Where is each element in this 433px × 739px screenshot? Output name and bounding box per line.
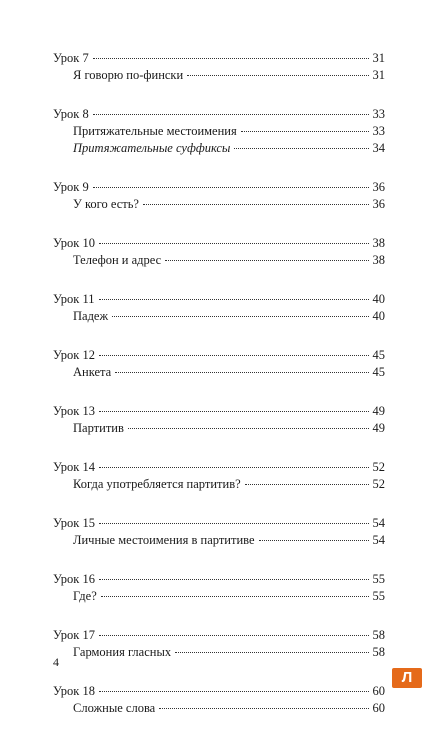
lesson-title: Урок 14 (53, 460, 95, 474)
lesson-block (53, 571, 385, 605)
toc-lesson-entry (53, 403, 385, 420)
dot-leader (99, 355, 369, 356)
dot-leader (99, 299, 369, 300)
dot-leader (99, 411, 369, 412)
toc-subentry (53, 588, 385, 605)
lesson-block (53, 403, 385, 437)
subentry-title: Притяжательные местоимения (73, 124, 237, 138)
lesson-block (53, 291, 385, 325)
dot-leader (165, 260, 368, 261)
dot-leader (259, 540, 369, 541)
lesson-block (53, 347, 385, 381)
page-ref: 38 (372, 236, 385, 250)
subentry-title: Партитив (73, 421, 124, 435)
toc-lesson-entry (53, 179, 385, 196)
subentry-title: Где? (73, 589, 97, 603)
toc-lesson-entry (53, 683, 385, 700)
subentry-title: Гармония гласных (73, 645, 172, 659)
lesson-title: Урок 7 (53, 51, 89, 65)
lesson-title: Урок 10 (53, 236, 95, 250)
toc-subentry (53, 364, 385, 381)
subentry-title: Анкета (73, 365, 112, 379)
subentry-title: Я говорю по-фински (73, 68, 184, 82)
toc-subentry (53, 476, 385, 493)
lesson-title: Урок 12 (53, 348, 95, 362)
lesson-title: Урок 8 (53, 107, 89, 121)
dot-leader (101, 596, 369, 597)
subentry-title: Личные местоимения в партитиве (73, 533, 255, 547)
dot-leader (159, 708, 368, 709)
dot-leader (187, 75, 368, 76)
toc-lesson-entry (53, 50, 385, 67)
toc-lesson-entry (53, 515, 385, 532)
page-ref: 58 (372, 628, 385, 642)
page-ref: 36 (372, 180, 385, 194)
toc-subentry (53, 67, 385, 84)
page-number: 4 (53, 655, 59, 669)
dot-leader (241, 131, 369, 132)
lesson-block (53, 50, 385, 84)
dot-leader (112, 316, 368, 317)
lesson-title: Урок 16 (53, 572, 95, 586)
dot-leader (99, 635, 369, 636)
page-ref: 54 (372, 533, 385, 547)
lesson-block (53, 235, 385, 269)
toc-subentry (53, 700, 385, 717)
lesson-title: Урок 15 (53, 516, 95, 530)
subentry-title: Телефон и адрес (73, 253, 162, 267)
dot-leader (93, 114, 369, 115)
page-ref: 52 (372, 460, 385, 474)
subentry-title: Сложные слова (73, 701, 156, 715)
toc-lesson-entry (53, 571, 385, 588)
toc-subentry (53, 123, 385, 140)
lesson-title: Урок 13 (53, 404, 95, 418)
page-ref: 45 (372, 365, 385, 379)
toc-subentry (53, 140, 385, 157)
lesson-block (53, 459, 385, 493)
lesson-title: Урок 9 (53, 180, 89, 194)
dot-leader (245, 484, 369, 485)
subentry-title: Притяжательные суффиксы (73, 141, 231, 155)
page-ref: 55 (372, 572, 385, 586)
toc-subentry (53, 532, 385, 549)
page-ref: 49 (372, 421, 385, 435)
dot-leader (99, 243, 369, 244)
page-ref: 40 (372, 309, 385, 323)
page-ref: 60 (372, 701, 385, 715)
toc-lesson-entry (53, 235, 385, 252)
lesson-title: Урок 18 (53, 684, 95, 698)
dot-leader (99, 467, 369, 468)
lesson-block (53, 106, 385, 157)
page-ref: 45 (372, 348, 385, 362)
dot-leader (175, 652, 368, 653)
subentry-title: Падеж (73, 309, 109, 323)
page-ref: 34 (372, 141, 385, 155)
dot-leader (99, 579, 369, 580)
page-ref: 58 (372, 645, 385, 659)
dot-leader (128, 428, 369, 429)
page-ref: 54 (372, 516, 385, 530)
dot-leader (234, 148, 368, 149)
dot-leader (99, 523, 369, 524)
page-ref: 33 (372, 124, 385, 138)
dot-leader (99, 691, 369, 692)
page-ref: 60 (372, 684, 385, 698)
toc-subentry (53, 308, 385, 325)
page-ref: 49 (372, 404, 385, 418)
page-ref: 31 (372, 51, 385, 65)
dot-leader (93, 58, 369, 59)
lesson-block (53, 179, 385, 213)
toc-lesson-entry (53, 291, 385, 308)
page-ref: 33 (372, 107, 385, 121)
page-ref: 31 (372, 68, 385, 82)
page-ref: 52 (372, 477, 385, 491)
lesson-block (53, 683, 385, 717)
table-of-contents (53, 50, 385, 739)
dot-leader (115, 372, 368, 373)
toc-lesson-entry (53, 347, 385, 364)
subentry-title: Когда употребляется партитив? (73, 477, 241, 491)
page-ref: 40 (372, 292, 385, 306)
page-ref: 38 (372, 253, 385, 267)
toc-lesson-entry (53, 459, 385, 476)
toc-subentry (53, 196, 385, 213)
toc-subentry (53, 252, 385, 269)
page-ref: 55 (372, 589, 385, 603)
toc-subentry (53, 644, 385, 661)
toc-lesson-entry (53, 106, 385, 123)
page-ref: 36 (372, 197, 385, 211)
lesson-title: Урок 11 (53, 292, 95, 306)
toc-subentry (53, 420, 385, 437)
lesson-block (53, 515, 385, 549)
toc-lesson-entry (53, 627, 385, 644)
lesson-block (53, 627, 385, 661)
dot-leader (93, 187, 369, 188)
publisher-logo: Л (392, 668, 422, 688)
subentry-title: У кого есть? (73, 197, 139, 211)
dot-leader (143, 204, 369, 205)
lesson-title: Урок 17 (53, 628, 95, 642)
